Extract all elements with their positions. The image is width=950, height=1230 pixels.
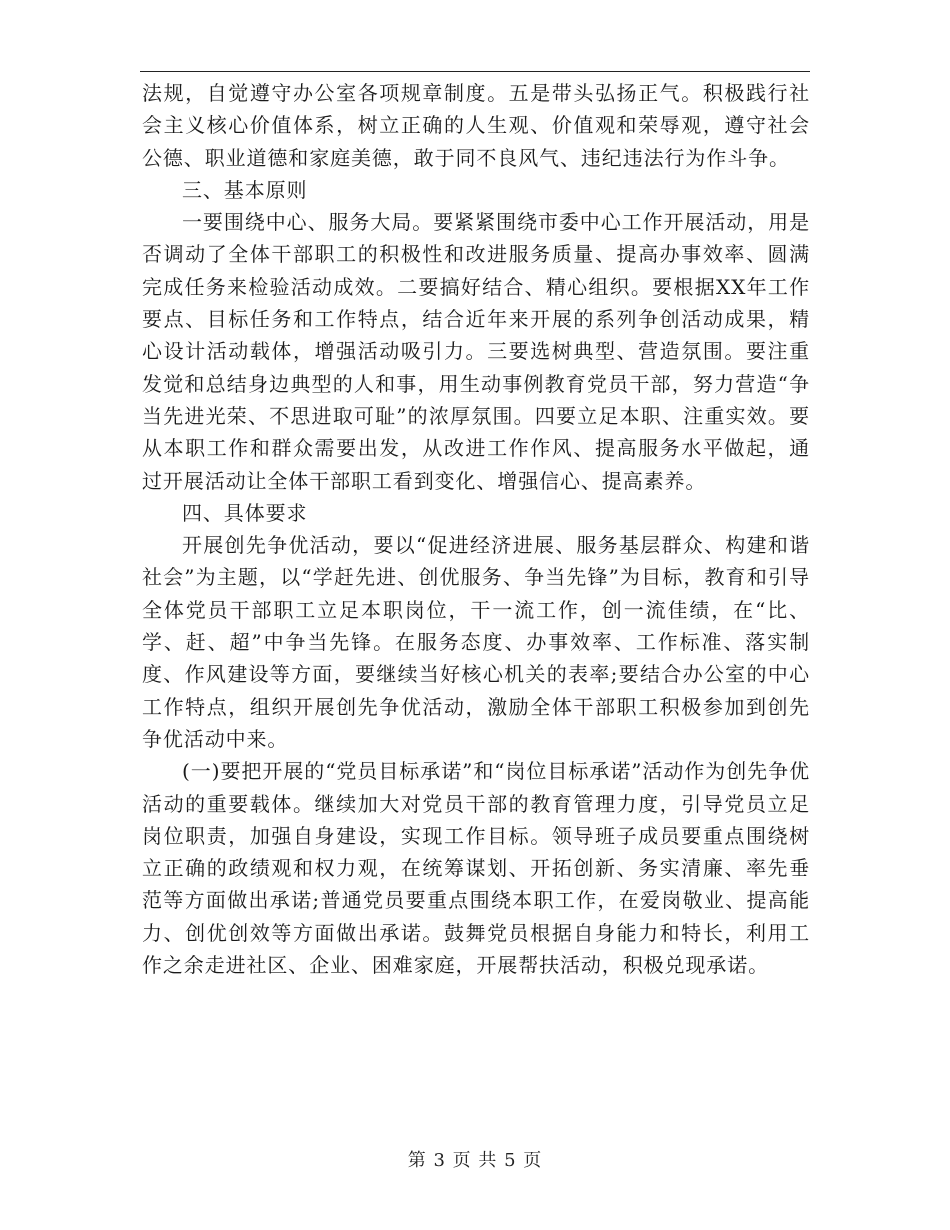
paragraph-principles: 一要围绕中心、服务大局。要紧紧围绕市委中心工作开展活动，用是否调动了全体干部职工的积极性和改进服务质量、提高办事效率、圆满完成任务来检验活动成效。二要搞好结合、精心组织。要根据XX年工作要点、目标任务和工作特点，结合近年来开展的系列争创活动成果，精心设计活动载体，增强活动吸引力。三要选树典型、营造氛围。要注重发觉和总结身边典型的人和事，用生动事例教育党员干部，努力营造“争当先进光荣、不思进取可耻”的浓厚氛围。四要立足本职、注重实效。要从本职工作和群众需要出发，从改进工作作风、提高服务水平做起，通过开展活动让全体干部职工看到变化、增强信心、提高素养。 (142, 210, 810, 493)
section-heading-principles: 三、基本原则 (182, 177, 308, 202)
paragraph-item-one: (一)要把开展的“党员目标承诺”和“岗位目标承诺”活动作为创先争优活动的重要载体。继续加大对党员干部的教育管理力度，引导党员立足岗位职责，加强自身建设，实现工作目标。领导班子成员要重点围绕树立正确的政绩观和权力观，在统筹谋划、开拓创新、务实清廉、率先垂范等方面做出承诺;普通党员要重点围绕本职工作，在爱岗敬业、提高能力、创优创效等方面做出承诺。鼓舞党员根据自身能力和特长，利用工作之余走进社区、企业、困难家庭，开展帮扶活动，积极兑现承诺。 (142, 759, 810, 978)
header-rule (140, 71, 810, 72)
paragraph-continuation: 法规，自觉遵守办公室各项规章制度。五是带头弘扬正气。积极践行社会主义核心价值体系，树立正确的人生观、价值观和荣辱观，遵守社会公德、职业道德和家庭美德，敢于同不良风气、违纪违法行为作斗争。 (142, 81, 810, 170)
page-number: 第 3 页 共 5 页 (407, 1150, 543, 1171)
section-heading-requirements: 四、具体要求 (182, 500, 308, 525)
document-body (142, 77, 810, 981)
paragraph-requirements: 开展创先争优活动，要以“促进经济进展、服务基层群众、构建和谐社会”为主题，以“学赶先进、创优服务、争当先锋”为目标，教育和引导全体党员干部职工立足本职岗位，干一流工作，创一流佳绩，在“比、学、赶、超”中争当先锋。在服务态度、办事效率、工作标准、落实制度、作风建设等方面，要继续当好核心机关的表率;要结合办公室的中心工作特点，组织开展创先争优活动，激励全体干部职工积极参加到创先争优活动中来。 (142, 533, 810, 751)
